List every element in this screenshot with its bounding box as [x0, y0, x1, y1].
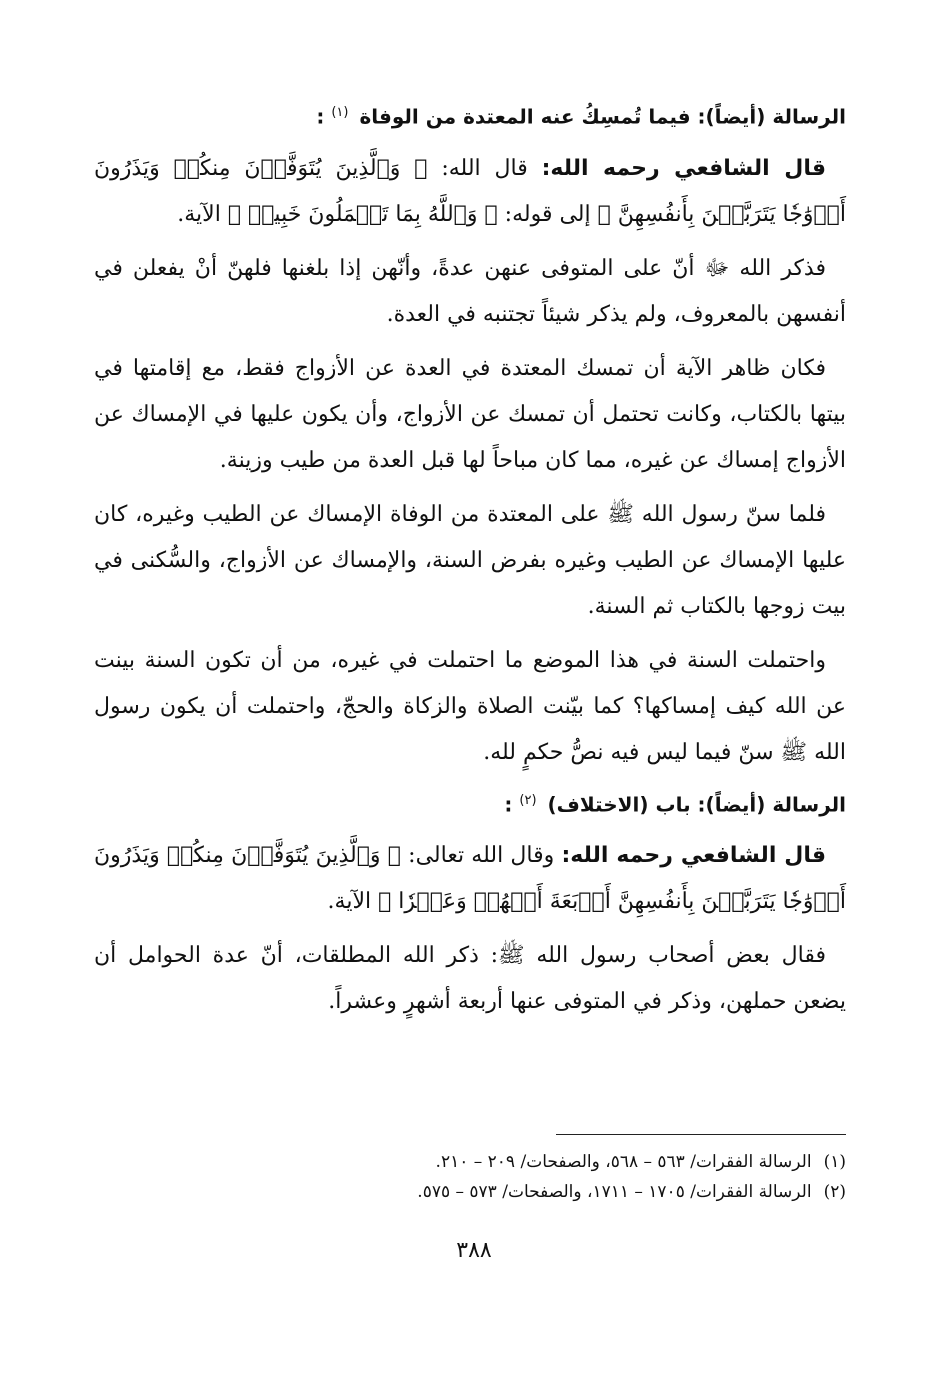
paragraph-text: فذكر الله ﷻ أنّ على المتوفى عنهن عدةً، وأنّهن إذا بلغنها فلهنّ أنْ يفعلن في أنفسهن بالمعروف، ولم يذكر شيئاً تجتنبه في العدة. [94, 255, 846, 327]
footnote-text: الرسالة الفقرات/ ١٧٠٥ – ١٧١١، والصفحات/ ٥٧٣ – ٥٧٥. [417, 1182, 812, 1202]
paragraph-lead: قال الشافعي رحمه الله: [541, 155, 827, 181]
page-number: ٣٨٨ [456, 1238, 492, 1263]
footnote-item [94, 1177, 846, 1207]
page-body [94, 96, 846, 1033]
section-heading-1-colon: : [316, 104, 325, 129]
paragraph [94, 492, 846, 630]
footnote-ref-1[interactable]: (١) [331, 105, 349, 120]
section-heading-2-text: الرسالة (أيضاً): باب (الاختلاف) [547, 792, 846, 817]
paragraph [94, 246, 846, 338]
paragraph [94, 638, 846, 776]
paragraph [94, 146, 846, 238]
footnote-number: (٢) [823, 1182, 846, 1202]
section-heading-1 [94, 96, 846, 134]
section-heading-1-text: الرسالة (أيضاً): فيما تُمسِكُ عنه المعتدة من الوفاة [359, 104, 846, 129]
paragraph-text: وقال الله تعالى: ﴿ وَٱلَّذِينَ يُتَوَفَّوۡنَ مِنكُمۡ وَيَذَرُونَ أَزۡوَٰجٗا يَتَرَبَّصۡنَ بِأَنفُسِهِنَّ أَرۡبَعَةَ أَشۡهُرٖ وَعَشۡرٗا ﴾ الآية. [94, 843, 846, 915]
paragraph [94, 833, 846, 925]
paragraph-lead: قال الشافعي رحمه الله: [561, 843, 827, 869]
section-heading-2 [94, 784, 846, 822]
footnote-ref-2[interactable]: (٢) [519, 792, 537, 808]
footnotes-section [94, 1134, 846, 1207]
footnote-number: (١) [823, 1152, 846, 1172]
paragraph-text: فقال بعض أصحاب رسول الله ﷺ: ذكر الله المطلقات، أنّ عدة الحوامل أن يضعن حملهن، وذكر في المتوفى عنها أربعة أشهرٍ وعشراً. [94, 943, 846, 1015]
paragraph [94, 346, 846, 484]
footnote-divider [556, 1134, 846, 1135]
footnote-item [94, 1147, 846, 1177]
paragraph-text: واحتملت السنة في هذا الموضع ما احتملت في غيره، من أن تكون السنة بينت عن الله كيف إمساكها؟ كما بيّنت الصلاة والزكاة والحجّ، واحتملت أن يكون رسول الله ﷺ سنّ فيما ليس فيه نصُّ حكمٍ لله. [94, 647, 846, 765]
paragraph-text: فلما سنّ رسول الله ﷺ على المعتدة من الوفاة الإمساك عن الطيب وغيره، كان عليها الإمساك عن الطيب وغيره بفرض السنة، والإمساك عن الأزواج، والسُّكنى في بيت زوجها بالكتاب ثم السنة. [94, 501, 846, 619]
section-heading-2-colon: : [504, 792, 513, 817]
footnote-text: الرسالة الفقرات/ ٥٦٣ – ٥٦٨، والصفحات/ ٢٠٩ – ٢١٠. [435, 1152, 812, 1172]
paragraph-text: فكان ظاهر الآية أن تمسك المعتدة في العدة عن الأزواج فقط، مع إقامتها في بيتها بالكتاب، وكانت تحتمل أن تمسك عن الأزواج، وأن يكون عليها في الإمساك عن الأزواج إمساك عن غيره، مما كان مباحاً لها قبل العدة من طيب وزينة. [94, 355, 846, 473]
paragraph-text: قال الله: ﴿ وَٱلَّذِينَ يُتَوَفَّوۡنَ مِنكُمۡ وَيَذَرُونَ أَزۡوَٰجٗا يَتَرَبَّصۡنَ بِأَنفُسِهِنَّ ﴾ إلى قوله: ﴿ وَٱللَّهُ بِمَا تَعۡمَلُونَ خَبِيرٞ ﴾ الآية. [94, 155, 846, 227]
paragraph [94, 933, 846, 1025]
